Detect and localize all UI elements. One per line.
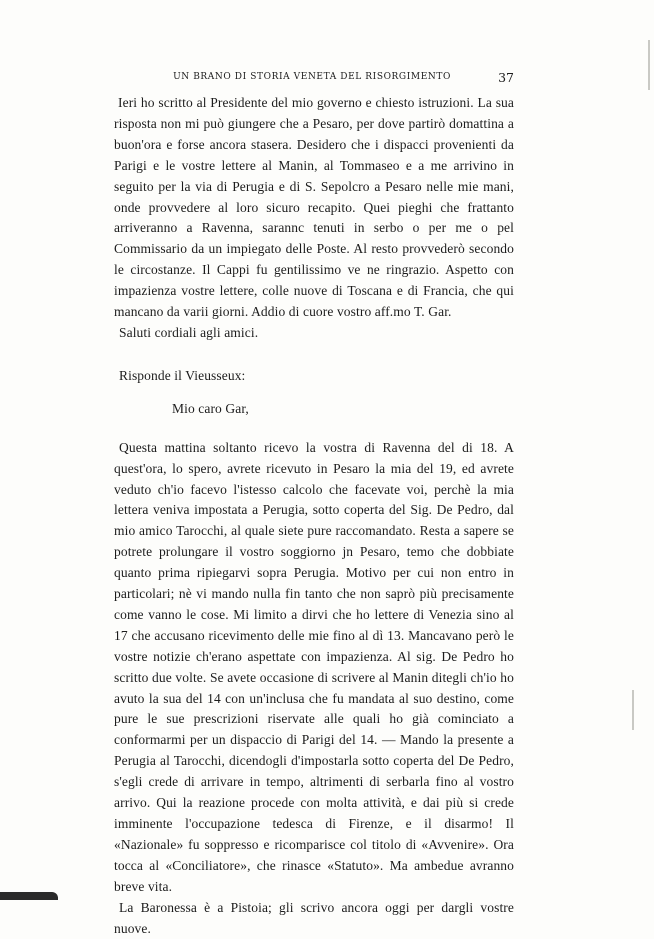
scan-corner-mark (0, 892, 58, 900)
letter-paragraph: Ieri ho scritto al Presidente del mio governo e chiesto istruzioni. La sua risposta non mi può giungere che a Pesaro, per dove partirò domattina a buon'ora e forse ancora stasera. Desidero che i dispacci provenienti da Parigi e le vostre lettere al Manin, al Tommaseo e a me arrivino in seguito per la via di Perugia e di S. Sepolcro a Pesaro nelle mie mani, onde provvedere al loro sicuro recapito. Quei pieghi che frattanto arriveranno a Ravenna, sarannc tenuti in serbo o per me o pel Commissario da un impiegato delle Poste. Al resto provvederò secondo le circostanze. Il Cappi fu gentilissimo ve ne ringrazio. Aspetto con impazienza vostre lettere, colle nuove di Toscana e di Francia, che qui mancano da varii giorni. Addio di cuore vostro aff.mo T. Gar. (114, 95, 514, 320)
body-text (114, 93, 514, 939)
reply-paragraph-final: La Baronessa è a Pistoia; gli scrivo ancora oggi per dargli vostre nuove. (114, 899, 514, 936)
salutation: Mio caro Gar, (172, 400, 249, 416)
right-margin-scan-mark (648, 40, 650, 90)
right-margin-scan-mark (632, 690, 634, 730)
running-header: UN BRANO DI STORIA VENETA DEL RISORGIMENTO (173, 72, 451, 82)
letter-closing: Saluti cordiali agli amici. (119, 324, 259, 340)
reply-paragraph: Questa mattina soltanto ricevo la vostra di Ravenna del di 18. A quest'ora, lo spero, avrete ricevuto in Pesaro la mia del 19, ed avrete veduto ch'io facevo l'istesso calcolo che facevate voi, perchè la mia lettera veniva impostata a Perugia, sotto coperta del Sig. De Pedro, dal mio amico Tarocchi, al quale siete pure raccomandato. Resta a sapere se potrete prolungare il vostro soggiorno jn Pesaro, temo che dobbiate quanto prima ripiegarvi sopra Perugia. Motivo per cui non entro in particolari; nè vi mando nulla fin tanto che non saprò più precisamente come vanno le cose. Mi limito a dirvi che ho lettere di Venezia sino al 17 che accusano ricevimento delle mie fino al dì 13. Mancavano però le vostre notizie ch'erano aspettate con impazienza. Al sig. De Pedro ho scritto due volte. Se avete occasione di scrivere al Manin ditegli ch'io ho avuto la sua del 14 con un'inclusa che fu mandata al suo destino, come pure le sue prescrizioni riservate alle quali ho già cominciato a conformarmi per un dispaccio di Parigi del 14. — Mando la presente a Perugia al Tarocchi, dicendogli d'impostarla sotto coperta del De Pedro, s'egli crede di arrivare in tempo, altrimenti di serbarla fino al vostro arrivo. Qui la reazione procede con molta attività, e dai più si crede imminente l'occupazione tedesca di Firenze, e il disarmo! Il «Nazionale» fu soppresso e ricomparisce col titolo di «Avvenire». Ora tocca al «Conciliatore», che rinasce «Statuto». Ma ambedue avranno breve vita. (114, 439, 514, 894)
page-number: 37 (498, 70, 514, 85)
reply-intro: Risponde il Vieusseux: (119, 367, 246, 383)
